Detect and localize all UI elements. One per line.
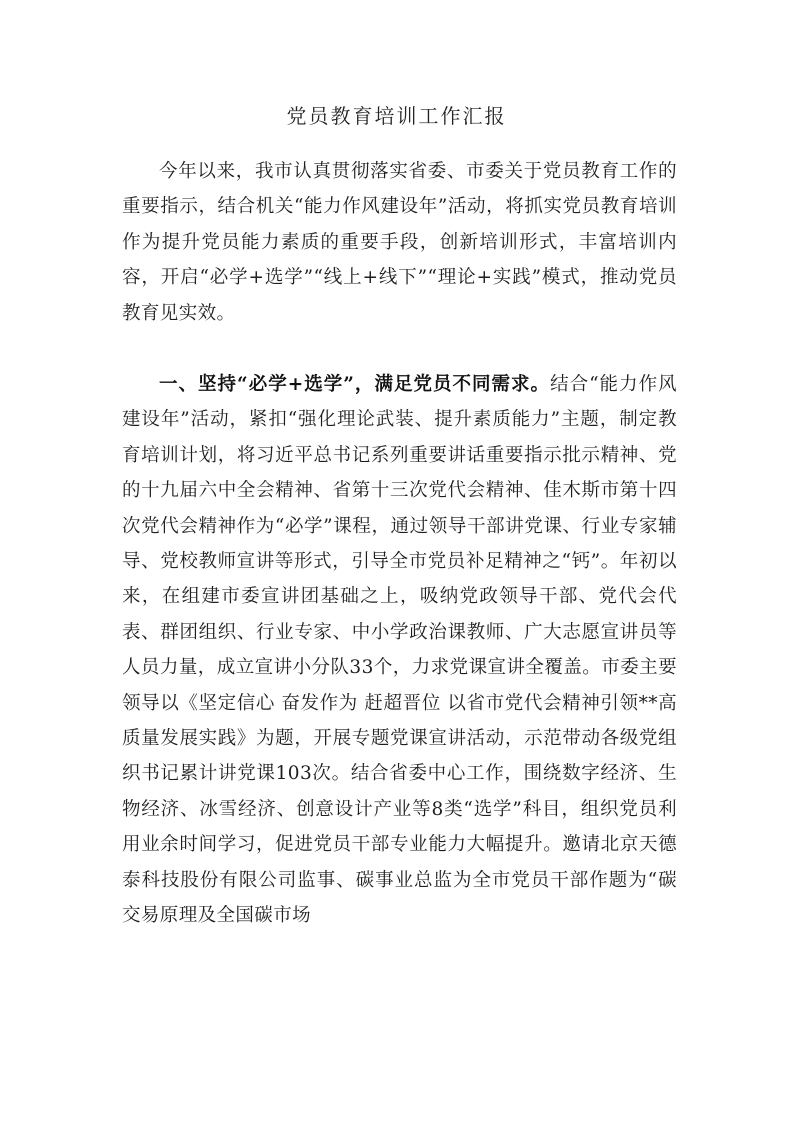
section-1-body: 结合“能力作风建设年”活动，紧扣“强化理论武装、提升素质能力”主题，制定教育培训计划，将习近平总书记系列重要讲话重要指示批示精神、党的十九届六中全会精神、省第十三次党代会精神、佳木斯市第十四次党代会精神作为“必学”课程，通过领导干部讲党课、行业专家辅导、党校教师宣讲等形式，引导全市党员补足精神之“钙”。年初以来，在组建市委宣讲团基础之上，吸纳党政领导干部、党代会代表、群团组织、行业专家、中小学政治课教师、广大志愿宣讲员等人员力量，成立宣讲小分队33个，力求党课宣讲全覆盖。市委主要领导以《坚定信心 奋发作为 赶超晋位 以省市党代会精神引领**高质量发展实践》为题，开展专题党课宣讲活动，示范带动各级党组织书记累计讲党课103次。结合省委中心工作，围绕数字经济、生物经济、冰雪经济、创意设计产业等8类“选学”科目，组织党员利用业余时间学习，促进党员干部专业能力大幅提升。邀请北京天德泰科技股份有限公司监事、碳事业总监为全市党员干部作题为“碳交易原理及全国碳市场 (122, 374, 677, 927)
intro-paragraph: 今年以来，我市认真贯彻落实省委、市委关于党员教育工作的重要指示，结合机关“能力作风建设年”活动，将抓实党员教育培训作为提升党员能力素质的重要手段，创新培训形式，丰富培训内容，开启“必学+选学”“线上+线下”“理论+实践”模式，推动党员教育见实效。 (122, 161, 677, 324)
document-title: 党员教育培训工作汇报 (286, 104, 507, 128)
section-1-heading: 一、坚持“必学+选学”，满足党员不同需求。 (159, 374, 551, 395)
section-1-paragraph (122, 367, 677, 934)
